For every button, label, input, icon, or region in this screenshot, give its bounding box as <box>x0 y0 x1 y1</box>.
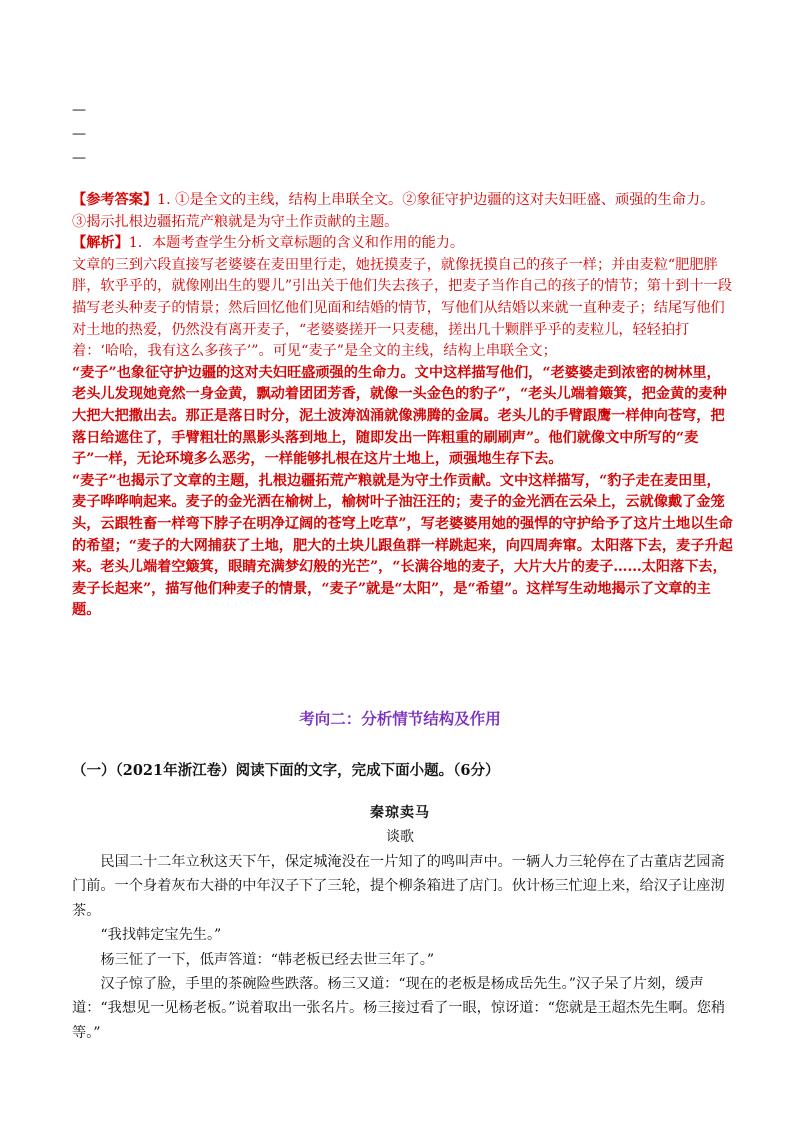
blank-line-2: — <box>72 126 86 142</box>
answer-label: 【参考答案】 <box>72 192 158 208</box>
analysis-paragraph-2: “麦子”也象征守护边疆的这对夫妇旺盛顽强的生命力。文中这样描写他们，“老婆婆走到浓密的树林里，老头儿发现她竟然一身金黄，飘动着团团芳香，就像一头金色的豹子”，“老头儿端着簸箕，把金黄的麦种大把大把撒出去。那正是落日时分，泥土波涛汹涌就像沸腾的金属。老头儿的手臂跟鹰一样伸向苍穹，把落日给遮住了，手臂粗壮的黑影头落到地上，随即发出一阵粗重的刷刷声”。他们就像文中所写的“麦子”一样，无论环境多么恶劣，一样能够扎根在这片土地上，顽强地生存下去。 <box>72 364 727 468</box>
story-paragraph: 民国二十二年立秋这天下午，保定城淹没在一片知了的鸣叫声中。一辆人力三轮停在了古董店艺园斋门前。一个身着灰布大褂的中年汉子下了三轮，提个柳条箱进了店门。伙计杨三忙迎上来，给汉子让座沏茶。 <box>72 854 725 919</box>
blank-line-3: — <box>72 150 86 166</box>
story-paragraph: “我找韩定宝先生。” <box>100 927 222 944</box>
story-body <box>72 850 732 1045</box>
question-header: （一）（2021年浙江卷）阅读下面的文字，完成下面小题。（6分） <box>72 762 500 779</box>
analysis-paragraph-1: 文章的三到六段直接写老婆婆在麦田里行走，她抚摸麦子，就像抚摸自己的孩子一样；并由麦粒“肥肥胖胖，软乎乎的，就像刚出生的婴儿”引出关于他们失去孩子，把麦子当作自己的孩子的情节；第十到十一段描写老头种麦子的情景；然后回忆他们见面和结婚的情节，写他们从结婚以来就一直种麦子；结尾写他们对土地的热爱，仍然没有离开麦子，“老婆婆搓开一只麦穗，搓出几十颗胖乎乎的麦粒儿，轻轻拍打着：‘哈哈，我有这么多孩子’”。可见“麦子”是全文的主线，结构上串联全文； <box>72 256 732 360</box>
answer-text-1: 1. ①是全文的主线，结构上串联全文。②象征守护边疆的这对夫妇旺盛、顽强的生命力。 <box>157 192 715 208</box>
analysis-intro-text: 1．本题考查学生分析文章标题的含义和作用的能力。 <box>128 235 465 252</box>
section-title: 考向二：分析情节结构及作用 <box>299 710 501 728</box>
story-author: 谈歌 <box>386 829 414 845</box>
analysis-label: 【解析】 <box>72 235 129 252</box>
analysis-paragraph-3: “麦子”也揭示了文章的主题，扎根边疆拓荒产粮就是为守土作贡献。文中这样描写，“豹子走在麦田里，麦子哗哗响起来。麦子的金光洒在榆树上，榆树叶子油汪汪的；麦子的金光洒在云朵上，云就像戴了金笼头，云跟牲畜一样弯下脖子在明净辽阔的苍穹上吃草”，写老婆婆用她的强悍的守护给予了这片土地以生命的希望；“麦子的大网捕获了土地，肥大的土块儿跟鱼群一样跳起来，向四周奔窜。太阳落下去，麦子升起来。老头儿端着空簸箕，眼睛充满梦幻般的光芒”，“长满谷地的麦子，大片大片的麦子……太阳落下去，麦子长起来”，描写他们种麦子的情景，“麦子”就是“太阳”，是“希望”。这样写生动地揭示了文章的主题。 <box>72 472 733 619</box>
answer-analysis-block <box>72 190 734 622</box>
answer-line-1 <box>72 190 734 212</box>
story-paragraph: 汉子惊了脸，手里的茶碗险些跌落。杨三又道：“现在的老板是杨成岳先生。”汉子呆了片刻，缓声道：“我想见一见杨老板。”说着取出一张名片。杨三接过看了一眼，惊讶道：“您就是王超杰先生啊。您稍等。” <box>72 976 726 1041</box>
answer-line-2: ③揭示扎根边疆拓荒产粮就是为守土作贡献的主题。 <box>72 213 399 230</box>
story-title: 秦琼卖马 <box>370 805 430 821</box>
story-paragraph: 杨三怔了一下，低声答道：“韩老板已经去世三年了。” <box>100 951 435 968</box>
analysis-intro <box>72 233 734 255</box>
blank-line-1: — <box>72 102 86 118</box>
